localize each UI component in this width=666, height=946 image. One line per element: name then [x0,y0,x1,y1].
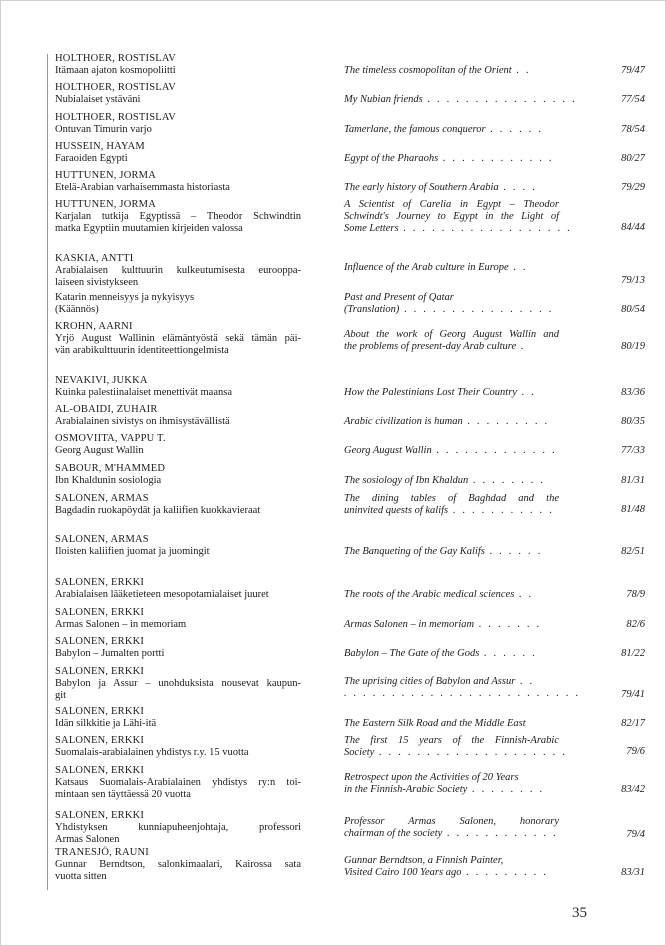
english-title-text: Professor Armas Salonen, honorary [344,816,559,827]
issue-reference: 82/51 [621,546,645,557]
dot-leader: . . . . . . [479,648,538,659]
english-title-text: Egypt of the Pharaohs [344,153,439,164]
finnish-column [55,253,301,289]
finnish-title-line: Yrjö August Wallinin elämäntyöstä sekä tämän päi- [55,333,301,344]
dot-leader: . . [515,676,535,687]
english-title-line [344,546,559,558]
english-title-line [344,445,559,457]
english-title-line [344,735,559,747]
english-title [344,329,559,353]
finnish-title-line: Babylon – Jumalten portti [55,648,165,659]
finnish-title-line: laiseen sivistykseen [55,277,139,288]
finnish-title-line: Faraoiden Egypti [55,153,128,164]
dot-leader: . . . . . . . . . . . . . . . . . . [398,223,573,234]
english-title-line [344,304,559,316]
issue-reference: 79/13 [621,275,645,286]
english-title-text: The Banqueting of the Gay Kalifs [344,546,485,557]
dot-leader: . . . . [498,182,538,193]
issue-reference: 77/33 [621,445,645,456]
english-title-text: Retrospect upon the Activities of 20 Years [344,772,519,783]
english-title [344,124,559,136]
english-title [344,199,573,235]
dot-leader: . [516,341,526,352]
author-name: HOLTHOER, ROSTISLAV [55,53,177,64]
finnish-column [55,636,301,660]
english-title [344,718,559,730]
english-title-text: My Nubian friends [344,94,423,105]
english-title-line [344,718,559,730]
english-title-line [344,688,581,700]
english-title-line [344,199,559,211]
finnish-title-line: Arabialaisen kulttuurin kulkeutumisesta eurooppa- [55,265,301,276]
issue-reference: 83/42 [621,784,645,795]
english-title-text: in the Finnish-Arabic Society [344,784,468,795]
dot-leader: . . [514,589,534,600]
finnish-column [55,765,301,801]
dot-leader: . . . . . . . . . [461,867,549,878]
english-title [344,475,559,487]
english-title-line [344,475,559,487]
author-name: KROHN, AARNI [55,321,133,332]
english-title-line [344,648,559,660]
author-name: HUTTUNEN, JORMA [55,199,156,210]
english-title-line [344,747,568,759]
author-name: SALONEN, ERKKI [55,607,145,618]
english-title-text: The Eastern Silk Road and the Middle East [344,718,526,729]
finnish-title-line: Katsaus Suomalais-Arabialainen yhdistys ry:n toi- [55,777,301,788]
finnish-title-line: vän arabikulttuurin identiteettiongelmista [55,345,229,356]
english-title-line [344,94,578,106]
finnish-title-line: (Käännös) [55,304,99,315]
issue-reference: 79/29 [621,182,645,193]
finnish-column [55,493,301,517]
finnish-title-line: Idän silkkitie ja Lähi-itä [55,718,157,729]
finnish-title-line: Ontuvan Timurin varjo [55,124,152,135]
finnish-title-line: Babylon ja Assur – unohduksista nousevat kaupun- [55,678,301,689]
english-title-text: The roots of the Arabic medical sciences [344,589,515,600]
finnish-title-line: Suomalais-arabialainen yhdistys r.y. 15 vuotta [55,747,249,758]
finnish-title-line: Arabialaisen lääketieteen mesopotamialaiset juuret [55,589,269,600]
author-name: SALONEN, ERKKI [55,706,145,717]
issue-reference: 78/9 [626,589,645,600]
finnish-column [55,433,301,457]
finnish-column [55,534,301,558]
issue-reference: 82/6 [626,619,645,630]
english-title-text: The early history of Southern Arabia [344,182,499,193]
english-title-text: Tamerlane, the famous conqueror [344,124,486,135]
english-title [344,153,559,165]
author-name: SALONEN, ERKKI [55,765,145,776]
finnish-title-line: Yhdistyksen kunniapuheenjohtaja, professori [55,822,301,833]
dot-leader: . . . . . . . . . . . . . . . . . . . . . . . . . [344,688,581,699]
english-title [344,772,559,796]
dot-leader: . . . . . . . [474,619,542,630]
finnish-column [55,199,301,235]
english-title-line [344,124,559,136]
issue-reference: 80/35 [621,416,645,427]
english-title-text: Visited Cairo 100 Years ago [344,867,462,878]
english-title-text: A Scientist of Carelia in Egypt – Theodor [344,199,559,210]
author-name: HOLTHOER, ROSTISLAV [55,112,177,123]
issue-reference: 78/54 [621,124,645,135]
english-title-line [344,816,559,828]
finnish-column [55,404,301,428]
author-name: SALONEN, ARMAS [55,493,149,504]
english-title-line [344,619,559,631]
author-name: SALONEN, ERKKI [55,666,145,677]
english-title-text: uninvited quests of kalifs [344,505,449,516]
finnish-title-line: Ibn Khaldunin sosiologia [55,475,162,486]
english-title [344,735,568,759]
finnish-title-line: vuotta sitten [55,871,107,882]
author-name: HOLTHOER, ROSTISLAV [55,82,177,93]
english-title-line [344,493,559,505]
author-name: AL-OBAIDI, ZUHAIR [55,404,158,415]
english-title-text: the problems of present-day Arab culture [344,341,517,352]
english-title-line [344,329,559,341]
english-title [344,493,559,517]
issue-reference: 79/6 [626,746,645,757]
english-title-text: The uprising cities of Babylon and Assur [344,676,516,687]
english-title [344,546,559,558]
english-title-text: About the work of Georg August Wallin and [344,329,559,340]
finnish-title-line: Nubialaiset ystäväni [55,94,141,105]
issue-reference: 79/41 [621,689,645,700]
page-number: 35 [572,905,587,921]
english-title [344,65,559,77]
english-title-text: The sosiology of Ibn Khaldun [344,475,469,486]
english-title-line [344,211,559,223]
finnish-title-line: mintaan sen täyttäessä 20 vuotta [55,789,191,800]
finnish-column [55,141,301,165]
author-name: SALONEN, ERKKI [55,810,145,821]
english-title-line [344,784,559,796]
english-title-text: The first 15 years of the Finnish-Arabic [344,735,559,746]
issue-reference: 80/19 [621,341,645,352]
author-name: SABOUR, M'HAMMED [55,463,166,474]
finnish-title-line: git [55,690,67,701]
finnish-column [55,170,301,194]
dot-leader: . . . . . . . . . . . . . [431,445,558,456]
finnish-column [55,53,301,77]
finnish-title-line: Kuinka palestiinalaiset menettivät maansa [55,387,232,398]
author-name: KASKIA, ANTTI [55,253,134,264]
dot-leader: . . [508,262,528,273]
dot-leader: . . . . . . . . . . . . . . . . [422,94,578,105]
english-title-text: (Translation) [344,304,400,315]
issue-reference: 80/27 [621,153,645,164]
english-title-text: Some Letters [344,223,399,234]
issue-reference: 81/31 [621,475,645,486]
english-title-text: Arabic civilization is human [344,416,463,427]
finnish-title-line: Gunnar Berndtson, salonkimaalari, Kairossa sata [55,859,301,870]
finnish-column [55,463,301,487]
author-name: SALONEN, ERKKI [55,577,145,588]
finnish-title-line: Armas Salonen – in memoriam [55,619,187,630]
finnish-title-line: Itämaan ajaton kosmopoliitti [55,65,176,76]
english-title [344,445,559,457]
issue-reference: 81/22 [621,648,645,659]
finnish-title-line: Georg August Wallin [55,445,144,456]
english-title-text: Influence of the Arab culture in Europe [344,262,509,273]
english-title-text: The dining tables of Baghdad and the [344,493,559,504]
english-title-text: Schwindt's Journey to Egypt in the Light of [344,211,559,222]
finnish-column [55,810,301,846]
author-name: NEVAKIVI, JUKKA [55,375,148,386]
author-name: SALONEN, ERKKI [55,636,145,647]
english-title-text: The timeless cosmopolitan of the Orient [344,65,512,76]
author-name: HUTTUNEN, JORMA [55,170,156,181]
english-title [344,619,559,631]
author-name: TRANESJÖ, RAUNI [55,847,150,858]
dot-leader: . . . . . . . . . . . . . . . . . . . . [374,747,568,758]
dot-leader: . . . . . . . . . . . . [438,153,555,164]
finnish-column [55,577,301,601]
dot-leader: . . . . . . . . . . . . . . . . [399,304,554,315]
english-title-line [344,772,559,784]
issue-reference: 81/48 [621,504,645,515]
english-title-text: Past and Present of Qatar [344,292,454,303]
author-name: HUSSEIN, HAYAM [55,141,145,152]
english-title [344,855,559,879]
issue-reference: 84/44 [621,222,645,233]
english-title-line [344,65,559,77]
english-title [344,589,559,601]
finnish-column [55,706,301,730]
finnish-column [55,292,301,316]
issue-reference: 83/36 [621,387,645,398]
finnish-title-line: Karjalan tutkija Egyptissä – Theodor Schwindtin [55,211,301,222]
dot-leader: . . . . . . . . . . . [448,505,555,516]
english-title [344,292,559,316]
issue-reference: 80/54 [621,304,645,315]
issue-reference: 79/47 [621,65,645,76]
finnish-column [55,607,301,631]
finnish-title-line: matka Egyptiin muutamien kirjeiden valossa [55,223,243,234]
english-title-line [344,855,559,867]
english-title-text: Babylon – The Gate of the Gods [344,648,480,659]
english-title-line [344,341,559,353]
english-title [344,676,581,700]
english-title-line [344,505,559,517]
english-title [344,387,559,399]
english-title-line [344,153,559,165]
dot-leader: . . . . . . [485,124,544,135]
english-title-text: Society [344,747,375,758]
author-name: OSMOVIITA, VAPPU T. [55,433,166,444]
finnish-column [55,375,301,399]
issue-reference: 79/4 [626,829,645,840]
finnish-column [55,847,301,883]
english-title-line [344,416,559,428]
english-title-line [344,223,573,235]
english-title-text: How the Palestinians Lost Their Country [344,387,517,398]
dot-leader: . . . . . . . . [468,475,546,486]
english-title-text: Georg August Wallin [344,445,432,456]
english-title [344,416,559,428]
finnish-title-line: Armas Salonen [55,834,120,845]
margin-rule [47,54,48,890]
dot-leader: . . . . . . . . [467,784,545,795]
english-title-line [344,589,559,601]
dot-leader: . . [516,387,537,398]
finnish-title-line: Etelä-Arabian varhaisemmasta historiasta [55,182,230,193]
english-title-text: Armas Salonen – in memoriam [344,619,475,630]
issue-reference: 83/31 [621,867,645,878]
finnish-column [55,82,301,106]
english-title [344,94,578,106]
author-name: SALONEN, ERKKI [55,735,145,746]
dot-leader: . . [511,65,532,76]
author-name: SALONEN, ARMAS [55,534,149,545]
english-title [344,648,559,660]
finnish-title-line: Bagdadin ruokapöydät ja kaliifien kuokkavieraat [55,505,261,516]
english-title [344,182,559,194]
english-title-text: chairman of the society [344,828,443,839]
finnish-column [55,666,301,702]
dot-leader: . . . . . . . . . [462,416,550,427]
english-title-text: Gunnar Berndtson, a Finnish Painter, [344,855,504,866]
english-title [344,262,559,274]
issue-reference: 82/17 [621,718,645,729]
english-title-line [344,676,559,688]
english-title [344,816,559,840]
english-title-line [344,292,559,304]
finnish-column [55,321,301,357]
finnish-title-line: Katarin menneisyys ja nykyisyys [55,292,195,303]
dot-leader: . . . . . . [484,546,543,557]
issue-reference: 77/54 [621,94,645,105]
finnish-column [55,112,301,136]
english-title-line [344,387,559,399]
english-title-line [344,262,559,274]
finnish-title-line: Arabialainen sivistys on ihmisystävällistä [55,416,230,427]
dot-leader: . . . . . . . . . . . . [442,828,559,839]
english-title-line [344,828,559,840]
english-title-line [344,867,559,879]
english-title-line [344,182,559,194]
finnish-column [55,735,301,759]
finnish-title-line: Iloisten kaliifien juomat ja juomingit [55,546,210,557]
